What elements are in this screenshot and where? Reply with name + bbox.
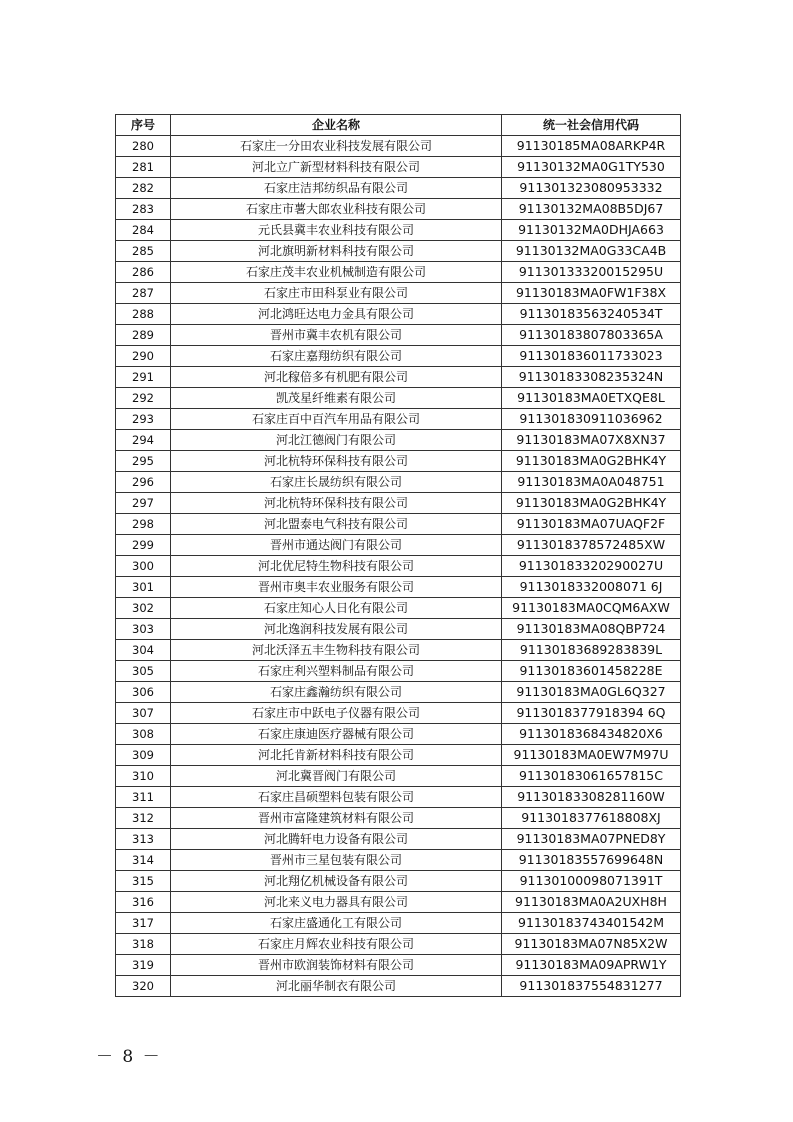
row-index: 304 [116,640,171,661]
table-row [116,934,681,955]
company-name: 河北立广新型材料科技有限公司 [171,157,502,178]
credit-code: 911301837554831277 [502,976,681,997]
row-index: 287 [116,283,171,304]
company-name: 石家庄市中跃电子仪器有限公司 [171,703,502,724]
credit-code: 911301830911036962 [502,409,681,430]
company-name: 河北冀晋阀门有限公司 [171,766,502,787]
table-row [116,430,681,451]
row-index: 305 [116,661,171,682]
row-index: 309 [116,745,171,766]
row-index: 289 [116,325,171,346]
table-row [116,409,681,430]
credit-code: 9113018368434820X6 [502,724,681,745]
row-index: 303 [116,619,171,640]
table-row [116,241,681,262]
credit-code: 91130183601458228E [502,661,681,682]
table-row [116,703,681,724]
table-row [116,892,681,913]
table-row [116,388,681,409]
credit-code: 91130183MA0ETXQE8L [502,388,681,409]
row-index: 284 [116,220,171,241]
credit-code: 9113018378572485XW [502,535,681,556]
table-row [116,556,681,577]
row-index: 319 [116,955,171,976]
row-index: 320 [116,976,171,997]
enterprise-table [115,114,681,997]
row-index: 310 [116,766,171,787]
table-row [116,766,681,787]
company-name: 石家庄康迪医疗器械有限公司 [171,724,502,745]
table-row [116,325,681,346]
company-name: 石家庄知心人日化有限公司 [171,598,502,619]
row-index: 286 [116,262,171,283]
row-index: 282 [116,178,171,199]
header-index: 序号 [116,115,171,136]
company-name: 晋州市富隆建筑材料有限公司 [171,808,502,829]
company-name: 河北优尼特生物科技有限公司 [171,556,502,577]
credit-code: 9113018332008071 6J [502,577,681,598]
table-row [116,136,681,157]
credit-code: 91130132MA0G1TY530 [502,157,681,178]
row-index: 293 [116,409,171,430]
row-index: 316 [116,892,171,913]
credit-code: 91130183743401542M [502,913,681,934]
table-row [116,304,681,325]
table-row [116,871,681,892]
company-name: 石家庄利兴塑料制品有限公司 [171,661,502,682]
table-row [116,367,681,388]
table-row [116,535,681,556]
table-row [116,787,681,808]
row-index: 283 [116,199,171,220]
row-index: 295 [116,451,171,472]
credit-code: 91130132MA0G33CA4B [502,241,681,262]
table-row [116,220,681,241]
company-name: 凯茂星纤维素有限公司 [171,388,502,409]
table-row [116,745,681,766]
credit-code: 91130183MA07N85X2W [502,934,681,955]
credit-code: 91130183MA0A048751 [502,472,681,493]
credit-code: 91130183MA0GL6Q327 [502,682,681,703]
credit-code: 91130183MA07X8XN37 [502,430,681,451]
row-index: 300 [116,556,171,577]
table-row [116,262,681,283]
row-index: 288 [116,304,171,325]
company-name: 河北盟泰电气科技有限公司 [171,514,502,535]
credit-code: 91130185MA08ARKP4R [502,136,681,157]
table-row [116,976,681,997]
table-row [116,472,681,493]
credit-code: 91130183MA0CQM6AXW [502,598,681,619]
credit-code: 91130133320015295U [502,262,681,283]
table-row [116,913,681,934]
row-index: 291 [116,367,171,388]
table-row [116,829,681,850]
company-name: 晋州市奥丰农业服务有限公司 [171,577,502,598]
credit-code: 9113018377918394 6Q [502,703,681,724]
credit-code: 91130183563240534T [502,304,681,325]
credit-code: 91130183807803365A [502,325,681,346]
row-index: 292 [116,388,171,409]
company-name: 石家庄月辉农业科技有限公司 [171,934,502,955]
company-name: 晋州市冀丰农机有限公司 [171,325,502,346]
credit-code: 91130183MA0G2BHK4Y [502,451,681,472]
credit-code: 91130183MA09APRW1Y [502,955,681,976]
table-row [116,724,681,745]
table-row [116,619,681,640]
table-row [116,850,681,871]
credit-code: 91130132MA0DHJA663 [502,220,681,241]
company-name: 石家庄洁邦纺织品有限公司 [171,178,502,199]
row-index: 313 [116,829,171,850]
credit-code: 91130183MA0FW1F38X [502,283,681,304]
row-index: 308 [116,724,171,745]
credit-code: 9113018377618808XJ [502,808,681,829]
row-index: 317 [116,913,171,934]
credit-code: 91130183557699648N [502,850,681,871]
credit-code: 91130100098071391T [502,871,681,892]
credit-code: 91130183320290027U [502,556,681,577]
table-row [116,514,681,535]
company-name: 石家庄盛通化工有限公司 [171,913,502,934]
credit-code: 91130183MA07PNED8Y [502,829,681,850]
credit-code: 91130183308281160W [502,787,681,808]
row-index: 297 [116,493,171,514]
company-name: 河北逸润科技发展有限公司 [171,619,502,640]
header-company-name: 企业名称 [171,115,502,136]
credit-code: 91130183308235324N [502,367,681,388]
company-name: 河北稼倍多有机肥有限公司 [171,367,502,388]
table-row [116,955,681,976]
table-row [116,346,681,367]
row-index: 299 [116,535,171,556]
table-header-row [116,115,681,136]
row-index: 306 [116,682,171,703]
company-name: 石家庄市薯大郎农业科技有限公司 [171,199,502,220]
row-index: 301 [116,577,171,598]
credit-code: 91130132MA08B5DJ67 [502,199,681,220]
company-name: 石家庄长晟纺织有限公司 [171,472,502,493]
credit-code: 91130183MA07UAQF2F [502,514,681,535]
row-index: 298 [116,514,171,535]
credit-code: 91130183689283839L [502,640,681,661]
credit-code: 91130183MA0A2UXH8H [502,892,681,913]
row-index: 311 [116,787,171,808]
company-name: 晋州市欧润装饰材料有限公司 [171,955,502,976]
company-name: 元氏县冀丰农业科技有限公司 [171,220,502,241]
table-row [116,178,681,199]
credit-code: 91130183061657815C [502,766,681,787]
row-index: 315 [116,871,171,892]
company-name: 河北翔亿机械设备有限公司 [171,871,502,892]
credit-code: 911301836011733023 [502,346,681,367]
row-index: 302 [116,598,171,619]
company-name: 石家庄嘉翔纺织有限公司 [171,346,502,367]
row-index: 281 [116,157,171,178]
row-index: 290 [116,346,171,367]
table-row [116,577,681,598]
table-row [116,682,681,703]
company-name: 河北江德阀门有限公司 [171,430,502,451]
row-index: 307 [116,703,171,724]
company-name: 河北杭特环保科技有限公司 [171,451,502,472]
credit-code: 91130183MA0G2BHK4Y [502,493,681,514]
company-name: 石家庄百中百汽车用品有限公司 [171,409,502,430]
header-credit-code: 统一社会信用代码 [502,115,681,136]
row-index: 280 [116,136,171,157]
company-name: 河北鸿旺达电力金具有限公司 [171,304,502,325]
credit-code: 91130183MA08QBP724 [502,619,681,640]
table-row [116,283,681,304]
company-name: 石家庄市田科泵业有限公司 [171,283,502,304]
credit-code: 911301323080953332 [502,178,681,199]
row-index: 312 [116,808,171,829]
row-index: 296 [116,472,171,493]
company-name: 石家庄茂丰农业机械制造有限公司 [171,262,502,283]
table-row [116,493,681,514]
table-row [116,451,681,472]
table-row [116,661,681,682]
company-name: 石家庄一分田农业科技发展有限公司 [171,136,502,157]
company-name: 晋州市通达阀门有限公司 [171,535,502,556]
row-index: 318 [116,934,171,955]
table-row [116,808,681,829]
company-name: 河北杭特环保科技有限公司 [171,493,502,514]
company-name: 河北腾轩电力设备有限公司 [171,829,502,850]
company-name: 石家庄鑫瀚纺织有限公司 [171,682,502,703]
company-name: 晋州市三星包装有限公司 [171,850,502,871]
company-name: 河北沃泽五丰生物科技有限公司 [171,640,502,661]
table-row [116,199,681,220]
company-name: 河北托肯新材料科技有限公司 [171,745,502,766]
company-name: 河北旗明新材料科技有限公司 [171,241,502,262]
table-row [116,598,681,619]
credit-code: 91130183MA0EW7M97U [502,745,681,766]
row-index: 285 [116,241,171,262]
company-name: 河北丽华制衣有限公司 [171,976,502,997]
row-index: 294 [116,430,171,451]
page-number: － 8 － [96,1047,162,1067]
table-row [116,640,681,661]
row-index: 314 [116,850,171,871]
company-name: 石家庄昌硕塑料包装有限公司 [171,787,502,808]
company-name: 河北来义电力器具有限公司 [171,892,502,913]
table-row [116,157,681,178]
